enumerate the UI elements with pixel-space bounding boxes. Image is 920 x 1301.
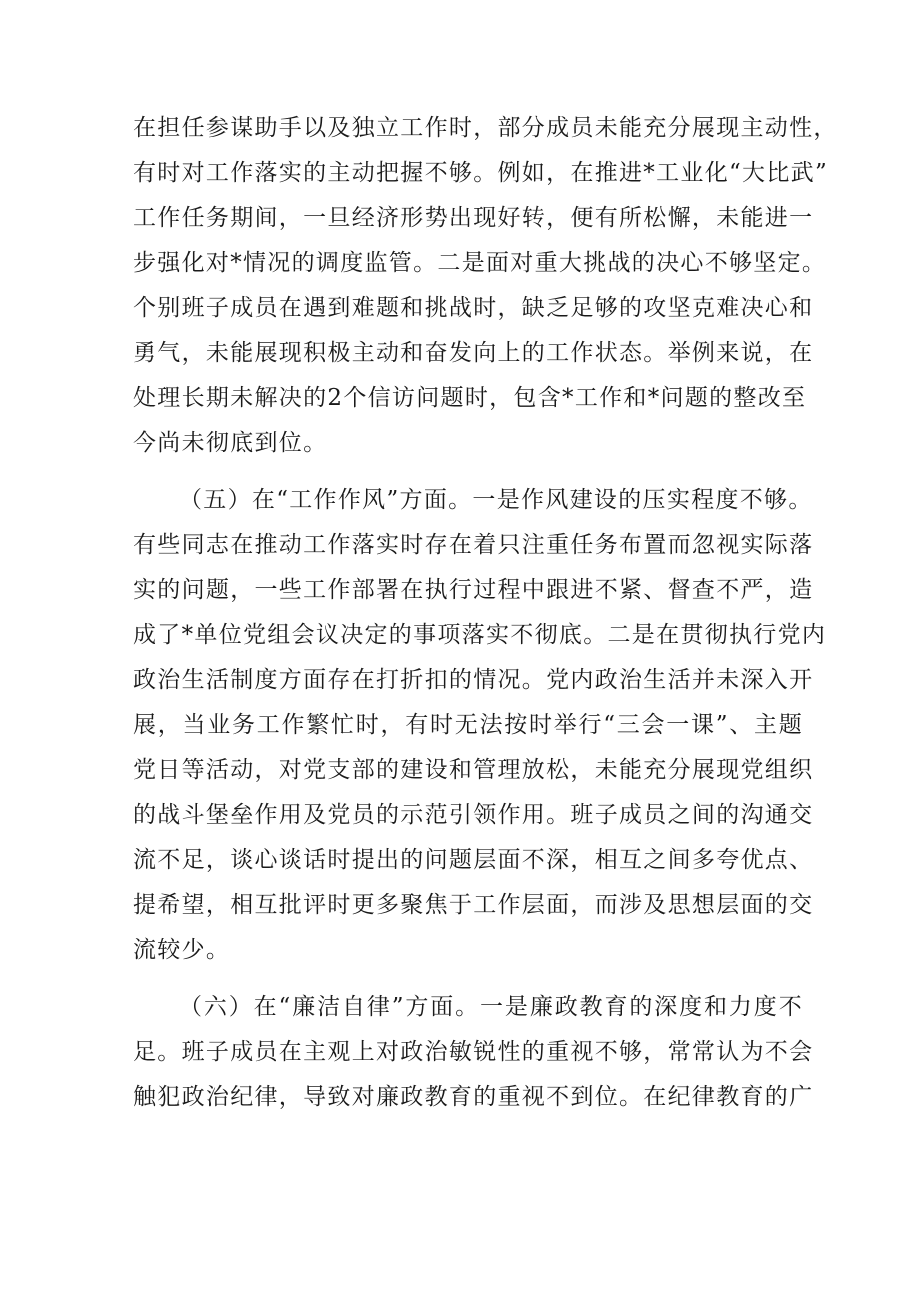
- text-line: 步强化对*情况的调度监管。二是面对重大挑战的决心不够坚定。: [133, 250, 827, 276]
- text-line: 在担任参谋助手以及独立工作时，部分成员未能充分展现主动性，: [133, 115, 838, 141]
- text-line: 处理长期未解决的2个信访问题时，包含*工作和*问题的整改至: [133, 385, 807, 411]
- text-line: 流不足，谈心谈话时提出的问题层面不深，相互之间多夸优点、: [133, 847, 814, 873]
- text-line: 有时对工作落实的主动把握不够。例如，在推进*工业化“大比武”: [133, 160, 829, 186]
- text-line: 工作任务期间，一旦经济形势出现好转，便有所松懈，未能进一: [133, 205, 814, 231]
- text-line: 流较少。: [133, 937, 231, 963]
- text-line: 的战斗堡垒作用及党员的示范引领作用。班子成员之间的沟通交: [133, 802, 814, 828]
- section-heading-line: （五）在“工作作风”方面。一是作风建设的压实程度不够。: [179, 487, 813, 513]
- text-line: 勇气，未能展现积极主动和奋发向上的工作状态。举例来说，在: [133, 340, 814, 366]
- text-line: 展，当业务工作繁忙时，有时无法按时举行“三会一课”、主题: [133, 712, 803, 738]
- text-line: 今尚未彻底到位。: [133, 430, 328, 456]
- text-line: 成了*单位党组会议决定的事项落实不彻底。二是在贯彻执行党内: [133, 622, 827, 648]
- text-line: 触犯政治纪律，导致对廉政教育的重视不到位。在纪律教育的广: [133, 1084, 814, 1110]
- text-line: 党日等活动，对党支部的建设和管理放松，未能充分展现党组织: [133, 757, 814, 783]
- text-line: 有些同志在推动工作落实时存在着只注重任务布置而忽视实际落: [133, 532, 814, 558]
- section-heading-line: （六）在“廉洁自律”方面。一是廉政教育的深度和力度不: [179, 994, 803, 1020]
- text-line: 提希望，相互批评时更多聚焦于工作层面，而涉及思想层面的交: [133, 892, 814, 918]
- text-line: 实的问题，一些工作部署在执行过程中跟进不紧、督查不严，造: [133, 577, 814, 603]
- text-line: 足。班子成员在主观上对政治敏锐性的重视不够，常常认为不会: [133, 1039, 814, 1065]
- document-body: [133, 106, 838, 1120]
- text-line: 政治生活制度方面存在打折扣的情况。党内政治生活并未深入开: [133, 667, 814, 693]
- text-line: 个别班子成员在遇到难题和挑战时，缺乏足够的攻坚克难决心和: [133, 295, 814, 321]
